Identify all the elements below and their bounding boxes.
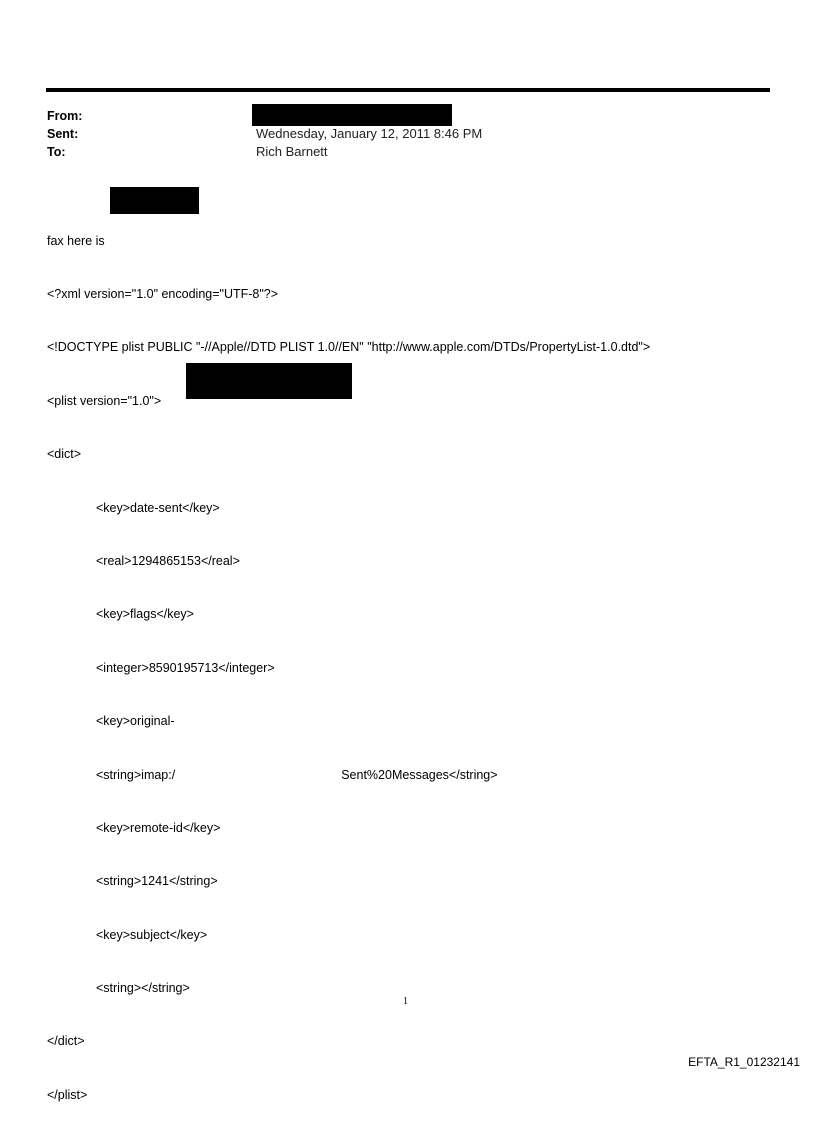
email-body: [47, 197, 650, 1140]
body-line-string-1241: <string>1241</string>: [96, 874, 218, 889]
body-line-key-date-sent: <key>date-sent</key>: [96, 500, 220, 515]
page-number: 1: [403, 996, 408, 1007]
body-line-doctype: <!DOCTYPE plist PUBLIC "-//Apple//DTD PLIST 1.0//EN" "http://www.apple.com/DTDs/PropertyList-1.0.dtd">: [47, 340, 651, 355]
redaction-from: [252, 104, 452, 126]
body-line-key-subject: <key>subject</key>: [96, 927, 208, 942]
body-line-string-imap: [47, 767, 650, 785]
document-id: EFTA_R1_01232141: [688, 1055, 800, 1069]
body-line-key-flags: <key>flags</key>: [96, 607, 194, 622]
sent-value: Wednesday, January 12, 2011 8:46 PM: [256, 126, 483, 141]
redaction-fax-number: [110, 187, 199, 214]
body-line-integer: <integer>8590195713</integer>: [96, 660, 275, 675]
to-label: To:: [47, 145, 66, 159]
body-line-intro: [47, 233, 650, 251]
body-line-dict-close: </dict>: [47, 1034, 85, 1049]
body-line-xml-decl: <?xml version="1.0" encoding="UTF-8"?>: [47, 286, 279, 301]
imap-prefix: <string>imap:/: [96, 767, 176, 782]
body-line-key-remote-id: <key>remote-id</key>: [96, 820, 221, 835]
body-line-real: <real>1294865153</real>: [96, 553, 240, 568]
intro-text: fax here is: [47, 233, 105, 248]
body-line-string-empty: <string></string>: [96, 981, 190, 996]
from-label: From:: [47, 109, 83, 123]
redaction-imap-path: [186, 363, 352, 399]
sent-label: Sent:: [47, 127, 79, 141]
to-value: Rich Barnett: [256, 144, 328, 159]
imap-suffix: Sent%20Messages</string>: [341, 767, 498, 782]
body-line-dict-open: <dict>: [47, 447, 82, 462]
header-rule: [46, 88, 770, 92]
body-line-plist-close: </plist>: [47, 1087, 88, 1102]
body-line-plist-open: <plist version="1.0">: [47, 393, 162, 408]
body-line-key-original: <key>original-: [96, 714, 175, 729]
